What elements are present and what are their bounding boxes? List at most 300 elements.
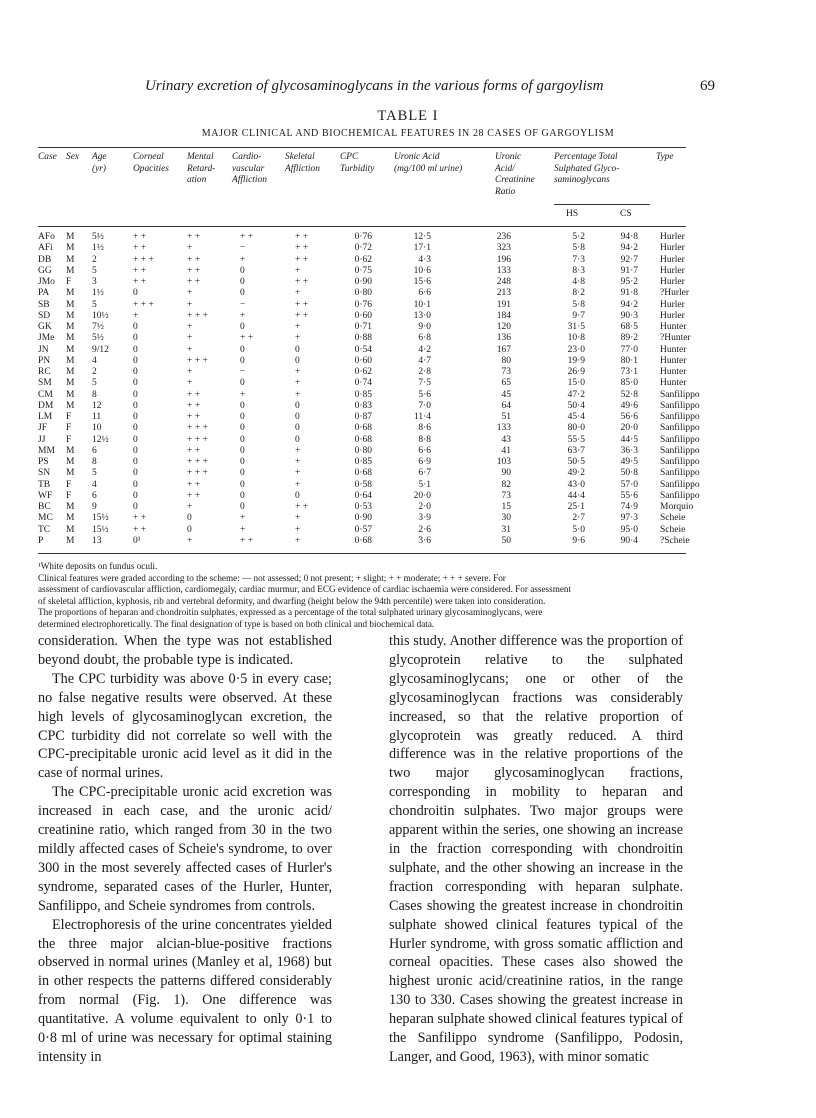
cell-cardio: 0: [240, 502, 245, 512]
cell-age: 13: [92, 535, 102, 546]
cell-type: Hunter: [660, 355, 687, 366]
body-paragraph: this study. Another difference was the proportion of glycoprotein relative to the sulphated glycosaminoglycans; one or other of the glycosaminoglycan fractions was considerably increased, so that the relative proportion of glycoprotein was greatly reduced. A third difference was in the relative proportions of the two major glycosaminoglycan fractions, corresponding in mobility to heparan and chondroitin sulphates. Two major groups were apparent within the series, one showing an increase in the fraction corresponding with chondroitin sulphate, and the other showing an increase in the fraction corresponding with heparan sulphate. Cases showing the greatest increase in chondroitin sulphate showed clinical features typical of the Hurler syndrome, with gross somatic affliction and corneal opacities. These cases also showed the highest uronic acid/creatinine ratios, in the range 130 to 330. Cases showing the greatest increase in heparan sulphate showed clinical features typical of the Sanfilippo syndrome (Sanfilippo, Podosin, Langer, and Good, 1963), with minor somatic: [389, 633, 683, 1065]
cell-mental: +: [187, 299, 193, 310]
cell-age: 9/12: [92, 344, 109, 355]
table-row: [0, 232, 816, 243]
cell-type: Sanfilippo: [660, 490, 700, 501]
cell-corneal: +: [133, 310, 139, 321]
cell-sex: M: [66, 265, 75, 276]
cell-cardio: 0: [240, 378, 245, 389]
cell-cs: 80·1: [620, 355, 638, 366]
cell-hs: 5·8: [572, 299, 585, 310]
cell-uronic: 4·7: [418, 355, 431, 366]
cell-corneal: 0: [133, 288, 138, 299]
cell-case: SN: [38, 468, 51, 479]
cell-uronic: 2·0: [418, 502, 431, 512]
cell-cpc: 0·53: [354, 502, 372, 512]
cell-sex: F: [66, 479, 72, 490]
table-row: [0, 513, 816, 524]
cell-sex: M: [66, 535, 75, 546]
table-row: [0, 491, 816, 502]
cell-skeletal: + +: [295, 310, 309, 321]
cell-case: PS: [38, 457, 49, 467]
cell-cpc: 0·72: [354, 243, 372, 254]
cell-case: PA: [38, 288, 50, 299]
cell-mental: + +: [187, 412, 201, 422]
cell-mental: +: [187, 378, 193, 389]
cell-hs: 2·7: [572, 513, 585, 524]
cell-corneal: 0: [133, 322, 138, 332]
cell-type: Hurler: [660, 254, 685, 265]
cell-skeletal: +: [295, 333, 301, 344]
table-footnote-marker: ¹White deposits on fundus oculi.: [38, 561, 158, 571]
cell-case: JMe: [38, 333, 55, 344]
cell-age: 10½: [92, 310, 109, 321]
cell-cs: 56·6: [620, 412, 638, 422]
cell-type: Scheie: [660, 513, 686, 524]
cell-cardio: + +: [240, 232, 254, 242]
cell-skeletal: + +: [295, 299, 309, 310]
cell-type: Hunter: [660, 322, 687, 332]
cell-type: Hunter: [660, 344, 687, 355]
cell-cs: 90·4: [620, 535, 638, 546]
cell-ratio: 248: [496, 277, 511, 287]
cell-hs: 15·0: [567, 378, 585, 389]
cell-ratio: 80: [501, 355, 511, 366]
body-column-right: [389, 632, 683, 1067]
cell-hs: 7·3: [572, 254, 585, 265]
cell-corneal: + +: [133, 524, 147, 535]
cell-cardio: 0: [240, 490, 245, 501]
cell-cs: 57·0: [620, 479, 638, 490]
cell-sex: F: [66, 490, 72, 501]
cell-ratio: 120: [496, 322, 511, 332]
cell-cpc: 0·85: [354, 389, 372, 400]
cell-sex: F: [66, 277, 72, 287]
cell-uronic: 9·0: [418, 322, 431, 332]
cell-age: 12: [92, 400, 102, 411]
cell-cs: 94·8: [620, 232, 638, 242]
cell-cpc: 0·62: [354, 254, 372, 265]
cell-skeletal: +: [295, 513, 301, 524]
cell-ratio: 65: [501, 378, 511, 389]
header-cardiovascular-affliction: Cardio- vascular Affliction: [232, 152, 267, 185]
body-paragraph: The CPC turbidity was above 0·5 in every case; no false negative results were observed. At these high levels of glycosaminoglycan excretion, the CPC turbidity did not correlate so well with the CPC-precipitable uronic acid level as it did in the case of normal urines.: [38, 670, 332, 782]
cell-skeletal: + +: [295, 232, 309, 242]
cell-mental: + +: [187, 232, 201, 242]
cell-type: Sanfilippo: [660, 412, 700, 422]
cell-type: Hurler: [660, 265, 685, 276]
cell-hs: 26·9: [567, 367, 585, 377]
cell-sex: M: [66, 400, 75, 411]
page-number: 69: [700, 78, 715, 94]
cell-corneal: 0: [133, 400, 138, 411]
cell-cardio: + +: [240, 333, 254, 344]
cell-cardio: 0: [240, 355, 245, 366]
cell-age: 11: [92, 412, 102, 422]
cell-ratio: 136: [496, 333, 511, 344]
cell-sex: M: [66, 445, 75, 456]
cell-hs: 8·2: [572, 288, 585, 299]
cell-mental: + + +: [187, 434, 208, 445]
cell-hs: 10·8: [567, 333, 585, 344]
cell-ratio: 167: [496, 344, 511, 355]
cell-sex: M: [66, 344, 75, 355]
cell-uronic: 3·9: [418, 513, 431, 524]
cell-cs: 52·8: [620, 389, 638, 400]
table-row: [0, 468, 816, 479]
cell-case: AFo: [38, 232, 55, 242]
cell-cs: 95·0: [620, 524, 638, 535]
cell-case: DM: [38, 400, 54, 411]
cell-ratio: 82: [501, 479, 511, 490]
cell-age: 5: [92, 265, 97, 276]
cell-corneal: 0: [133, 434, 138, 445]
cell-cpc: 0·54: [354, 344, 372, 355]
cell-uronic: 5·1: [418, 479, 431, 490]
cell-skeletal: +: [295, 457, 301, 467]
cell-age: 6: [92, 490, 97, 501]
cell-type: Sanfilippo: [660, 423, 700, 434]
cell-skeletal: + +: [295, 243, 309, 254]
cell-case: MC: [38, 513, 53, 524]
cell-ratio: 213: [496, 288, 511, 299]
cell-skeletal: 0: [295, 490, 300, 501]
cell-cpc: 0·68: [354, 468, 372, 479]
cell-skeletal: +: [295, 479, 301, 490]
header-skeletal-affliction: Skeletal Affliction: [285, 152, 320, 174]
cell-ratio: 73: [501, 367, 511, 377]
cell-cs: 73·1: [620, 367, 638, 377]
header-sex: Sex: [66, 152, 80, 162]
cell-ratio: 64: [501, 400, 511, 411]
cell-cs: 50·8: [620, 468, 638, 479]
cell-ratio: 133: [496, 423, 511, 434]
cell-hs: 5·0: [572, 524, 585, 535]
body-paragraph: consideration. When the type was not established beyond doubt, the probable type is indicated.: [38, 633, 332, 668]
header-hs: HS: [566, 209, 579, 219]
cell-mental: 0: [187, 524, 192, 535]
cell-cardio: 0: [240, 468, 245, 479]
cell-type: Hurler: [660, 310, 685, 321]
cell-cpc: 0·90: [354, 513, 372, 524]
cell-cardio: 0: [240, 344, 245, 355]
cell-skeletal: 0: [295, 344, 300, 355]
cell-cpc: 0·76: [354, 232, 372, 242]
cell-uronic: 4·3: [418, 254, 431, 265]
cell-corneal: + +: [133, 513, 147, 524]
cell-sex: M: [66, 367, 75, 377]
cell-type: Hurler: [660, 277, 685, 287]
cell-skeletal: +: [295, 367, 301, 377]
cell-cardio: +: [240, 389, 246, 400]
cell-corneal: 0: [133, 502, 138, 512]
table-row: [0, 243, 816, 254]
cell-hs: 50·5: [567, 457, 585, 467]
cell-type: Sanfilippo: [660, 445, 700, 456]
cell-uronic: 6·9: [418, 457, 431, 467]
cell-hs: 5·2: [572, 232, 585, 242]
cell-ratio: 90: [501, 468, 511, 479]
cell-ratio: 51: [501, 412, 511, 422]
cell-skeletal: 0: [295, 423, 300, 434]
cell-age: 5: [92, 378, 97, 389]
cell-mental: +: [187, 502, 193, 512]
cell-type: Morquio: [660, 502, 694, 512]
cell-type: Sanfilippo: [660, 400, 700, 411]
cell-uronic: 11·4: [413, 412, 431, 422]
table-row: [0, 333, 816, 344]
cell-uronic: 20·0: [413, 490, 431, 501]
table-row: [0, 446, 816, 457]
cell-sex: M: [66, 310, 75, 321]
cell-ratio: 236: [496, 232, 511, 242]
cell-hs: 5·8: [572, 243, 585, 254]
cell-cardio: −: [240, 299, 246, 310]
cell-cpc: 0·74: [354, 378, 372, 389]
cell-case: LM: [38, 412, 53, 422]
header-uronic-acid: Uronic Acid (mg/100 ml urine): [394, 152, 463, 174]
cell-mental: + +: [187, 277, 201, 287]
cell-skeletal: +: [295, 535, 301, 546]
cell-age: 8: [92, 389, 97, 400]
cell-sex: M: [66, 254, 75, 265]
cell-uronic: 17·1: [413, 243, 431, 254]
table-row: [0, 255, 816, 266]
cell-cardio: −: [240, 367, 246, 377]
cell-mental: +: [187, 344, 193, 355]
cell-uronic: 13·0: [413, 310, 431, 321]
cell-ratio: 41: [501, 445, 511, 456]
cell-cardio: 0: [240, 457, 245, 467]
cell-skeletal: +: [295, 378, 301, 389]
cell-case: GK: [38, 322, 52, 332]
cell-cs: 91·7: [620, 265, 638, 276]
cell-hs: 23·0: [567, 344, 585, 355]
cell-skeletal: +: [295, 389, 301, 400]
table-bottom-rule: [38, 553, 686, 554]
cell-cardio: 0: [240, 265, 245, 276]
cell-cardio: +: [240, 513, 246, 524]
cell-age: 10: [92, 423, 102, 434]
table-row: [0, 502, 816, 513]
cell-uronic: 10·6: [413, 265, 431, 276]
cell-sex: M: [66, 299, 75, 310]
cell-ratio: 196: [496, 254, 511, 265]
table-row: [0, 345, 816, 356]
cell-mental: + + +: [187, 355, 208, 366]
cell-sex: M: [66, 355, 75, 366]
cell-skeletal: +: [295, 524, 301, 535]
cell-cpc: 0·68: [354, 423, 372, 434]
cell-skeletal: 0: [295, 355, 300, 366]
cell-type: Hurler: [660, 232, 685, 242]
cell-mental: +: [187, 367, 193, 377]
cell-cardio: 0: [240, 288, 245, 299]
cell-corneal: 0: [133, 468, 138, 479]
body-paragraph: The CPC-precipitable uronic acid excretion was increased in each case, and the uronic acid/ creatinine ratio, which ranged from 30 in the two mildly affected cases of Scheie's syndrome, to over 300 in the most severely affected cases of Hurler's syndrome, separated cases of the Hurler, Hunter, Sanfilippo, and Scheie syndromes from controls.: [38, 784, 332, 914]
cell-uronic: 2·8: [418, 367, 431, 377]
cell-uronic: 8·6: [418, 423, 431, 434]
cell-ratio: 73: [501, 490, 511, 501]
cell-cs: 92·7: [620, 254, 638, 265]
cell-cardio: 0: [240, 434, 245, 445]
cell-hs: 8·3: [572, 265, 585, 276]
cell-age: 8: [92, 457, 97, 467]
cell-skeletal: + +: [295, 502, 309, 512]
cell-hs: 9·6: [572, 535, 585, 546]
cell-type: Hurler: [660, 299, 685, 310]
cell-type: Scheie: [660, 524, 686, 535]
cell-cardio: 0: [240, 277, 245, 287]
cell-type: Sanfilippo: [660, 389, 700, 400]
cell-type: ?Hurler: [660, 288, 690, 299]
cell-mental: + +: [187, 445, 201, 456]
cell-ratio: 30: [501, 513, 511, 524]
cell-skeletal: 0: [295, 434, 300, 445]
cell-skeletal: +: [295, 468, 301, 479]
cell-cpc: 0·57: [354, 524, 372, 535]
cell-sex: M: [66, 468, 75, 479]
cell-sex: M: [66, 322, 75, 332]
table-row: [0, 390, 816, 401]
cell-mental: +: [187, 333, 193, 344]
cell-corneal: + + +: [133, 254, 154, 265]
cell-skeletal: +: [295, 322, 301, 332]
cell-uronic: 10·1: [413, 299, 431, 310]
cell-cs: 85·0: [620, 378, 638, 389]
cell-case: SM: [38, 378, 52, 389]
cell-case: P: [38, 535, 44, 546]
cell-mental: + +: [187, 490, 201, 501]
cell-skeletal: + +: [295, 277, 309, 287]
header-corneal-opacities: Corneal Opacities: [133, 152, 169, 174]
cell-hs: 25·1: [567, 502, 585, 512]
cell-sex: M: [66, 243, 75, 254]
cell-type: ?Hunter: [660, 333, 691, 344]
cell-cs: 55·6: [620, 490, 638, 501]
cell-corneal: 0: [133, 378, 138, 389]
header-uronic-creatinine-ratio: Uronic Acid/ Creatinine Ratio: [495, 152, 535, 197]
cell-skeletal: +: [295, 265, 301, 276]
cell-cpc: 0·76: [354, 299, 372, 310]
cell-case: SD: [38, 310, 51, 321]
cell-cs: 90·3: [620, 310, 638, 321]
header-cs: CS: [620, 209, 632, 219]
cell-hs: 43·0: [567, 479, 585, 490]
cell-case: SB: [38, 299, 50, 310]
cell-case: PN: [38, 355, 51, 366]
cell-cpc: 0·88: [354, 333, 372, 344]
header-percentage-sulphated: Percentage Total Sulphated Glyco- saminoglycans: [554, 152, 620, 185]
cell-sex: M: [66, 524, 75, 535]
cell-cpc: 0·80: [354, 445, 372, 456]
cell-case: TB: [38, 479, 51, 490]
cell-type: ?Scheie: [660, 535, 690, 546]
cell-type: Hunter: [660, 367, 687, 377]
cell-mental: + + +: [187, 457, 208, 467]
cell-corneal: + + +: [133, 299, 154, 310]
cell-cardio: −: [240, 243, 246, 254]
cell-uronic: 15·6: [413, 277, 431, 287]
cell-mental: +: [187, 243, 193, 254]
cell-hs: 50·4: [567, 400, 585, 411]
cell-sex: M: [66, 378, 75, 389]
cell-hs: 9·7: [572, 310, 585, 321]
cell-uronic: 4·2: [418, 344, 431, 355]
table-row: [0, 480, 816, 491]
cell-age: 6: [92, 445, 97, 456]
cell-cs: 68·5: [620, 322, 638, 332]
cell-mental: + +: [187, 265, 201, 276]
table-row: [0, 277, 816, 288]
cell-ratio: 323: [496, 243, 511, 254]
cell-cs: 89·2: [620, 333, 638, 344]
header-case: Case: [38, 152, 57, 162]
cell-age: 5: [92, 468, 97, 479]
cell-skeletal: 0: [295, 412, 300, 422]
table-row: [0, 356, 816, 367]
cell-skeletal: +: [295, 288, 301, 299]
cell-mental: + +: [187, 389, 201, 400]
cell-corneal: + +: [133, 277, 147, 287]
cell-cs: 95·2: [620, 277, 638, 287]
cell-hs: 55·5: [567, 434, 585, 445]
cell-corneal: 0: [133, 333, 138, 344]
cell-sex: M: [66, 457, 75, 467]
cell-skeletal: 0: [295, 400, 300, 411]
table-row: [0, 401, 816, 412]
cell-cardio: 0: [240, 400, 245, 411]
cell-case: BC: [38, 502, 51, 512]
table-row: [0, 457, 816, 468]
cell-cardio: 0: [240, 479, 245, 490]
cell-age: 5: [92, 299, 97, 310]
cell-cpc: 0·90: [354, 277, 372, 287]
cell-corneal: 0: [133, 457, 138, 467]
cell-cardio: +: [240, 310, 246, 321]
cell-age: 5½: [92, 333, 104, 344]
header-age: Age (yr): [92, 152, 107, 174]
cell-hs: 44·4: [567, 490, 585, 501]
cell-uronic: 5·6: [418, 389, 431, 400]
cell-mental: 0: [187, 513, 192, 524]
cell-age: 1½: [92, 288, 104, 299]
cell-corneal: 0: [133, 344, 138, 355]
cell-cpc: 0·60: [354, 310, 372, 321]
cell-age: 1½: [92, 243, 104, 254]
cell-cs: 36·3: [620, 445, 638, 456]
cell-mental: + +: [187, 254, 201, 265]
body-paragraph: Electrophoresis of the urine concentrates yielded the three major alcian-blue-positive fractions observed in normal urines (Manley et al, 1968) but in other respects the patterns differed considerably from normal (Fig. 1). One difference was quantitative. A volume equivalent to only 0·1 to 0·8 ml of urine was necessary for optimal staining intensity in: [38, 916, 332, 1065]
cell-cpc: 0·68: [354, 535, 372, 546]
cell-sex: M: [66, 389, 75, 400]
cell-case: MM: [38, 445, 55, 456]
cell-type: Sanfilippo: [660, 479, 700, 490]
percentage-subheader-rule: [554, 204, 650, 205]
cell-uronic: 6·6: [418, 288, 431, 299]
cell-sex: M: [66, 333, 75, 344]
cell-cs: 49·6: [620, 400, 638, 411]
cell-age: 5½: [92, 232, 104, 242]
cell-cpc: 0·85: [354, 457, 372, 467]
cell-uronic: 7·0: [418, 400, 431, 411]
cell-corneal: + +: [133, 232, 147, 242]
table-row: [0, 412, 816, 423]
cell-ratio: 15: [501, 502, 511, 512]
cell-corneal: 0: [133, 490, 138, 501]
cell-sex: M: [66, 502, 75, 512]
